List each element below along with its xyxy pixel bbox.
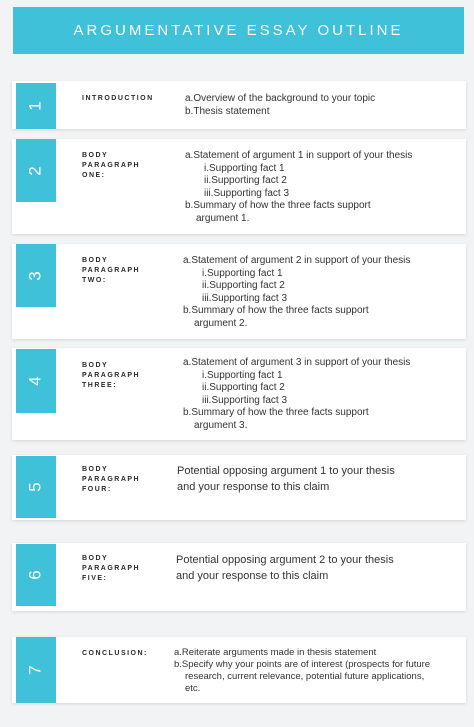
section-label: BODY PARAGRAPH FOUR: (82, 466, 141, 493)
section-content: a.Statement of argument 1 in support of your thesis i.Supporting fact 1 ii.Supporting fact 2 iii.Supporting fact 3 b.Summary of how the three facts support argument 1. (185, 150, 413, 224)
section-number-badge: 3 (16, 244, 56, 307)
section-content: a.Reiterate arguments made in thesis statement b.Specify why your points are of interest (prospects for future research, current relevance, potential future applications, etc. (174, 647, 431, 694)
section-number-badge: 1 (16, 83, 56, 129)
section-content: a.Overview of the background to your topic b.Thesis statement (185, 93, 376, 117)
section-number-badge: 4 (16, 349, 56, 413)
page-title: ARGUMENTATIVE ESSAY OUTLINE (13, 7, 464, 54)
section-number-badge: 6 (16, 544, 56, 606)
section-label: CONCLUSION: (82, 650, 148, 657)
section-number-badge: 5 (16, 456, 56, 518)
section-number-badge: 2 (16, 139, 56, 202)
section-content: a.Statement of argument 2 in support of your thesis i.Supporting fact 1 ii.Supporting fact 2 iii.Supporting fact 3 b.Summary of how the three facts support argument 2. (183, 255, 411, 329)
section-number-badge: 7 (16, 637, 56, 703)
section-label: INTRODUCTION (82, 95, 154, 102)
section-content: Potential opposing argument 1 to your thesis and your response to this claim (177, 465, 395, 493)
section-label: BODY PARAGRAPH TWO: (82, 257, 141, 284)
section-label: BODY PARAGRAPH FIVE: (82, 555, 141, 582)
section-content: Potential opposing argument 2 to your thesis and your response to this claim (176, 554, 394, 582)
section-label: BODY PARAGRAPH THREE: (82, 362, 141, 389)
section-content: a.Statement of argument 3 in support of your thesis i.Supporting fact 1 ii.Supporting fact 2 iii.Supporting fact 3 b.Summary of how the three facts support argument 3. (183, 357, 411, 431)
section-label: BODY PARAGRAPH ONE: (82, 152, 141, 179)
